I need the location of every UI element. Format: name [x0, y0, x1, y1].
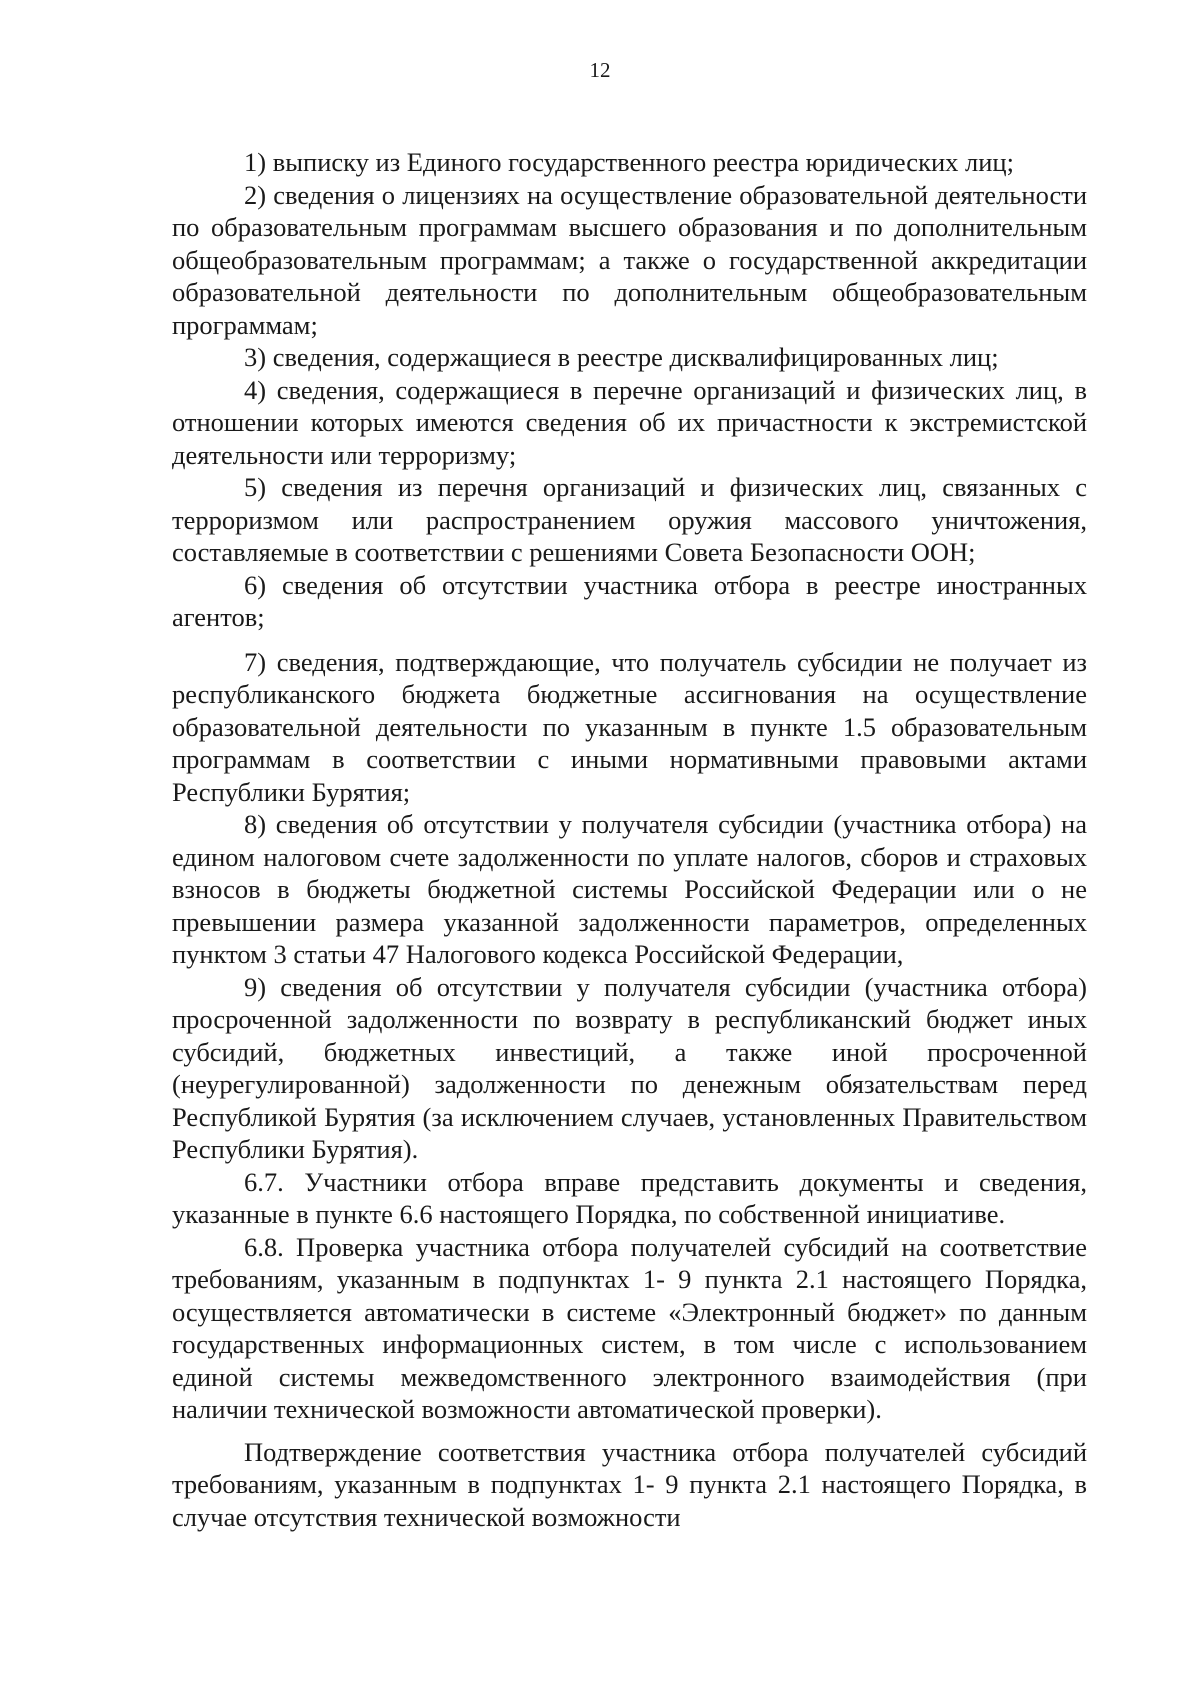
paragraph-item-1: 1) выписку из Единого государственного реестра юридических лиц; [244, 147, 1014, 177]
paragraph-6-7: 6.7. Участники отбора вправе представить документы и сведения, указанные в пункте 6.6 настоящего Порядка, по собственной инициативе. [172, 1166, 1087, 1229]
paragraph-item-8: 8) сведения об отсутствии у получателя субсидии (участника отбора) на едином налоговом счете задолженности по уплате налогов, сборов и страховых взносов в бюджеты бюджетной системы Российской Федерации или о не превышении размера указанной задолженности параметров, определенных пунктом 3 статьи 47 Налогового кодекса Российской Федерации, [172, 809, 1087, 969]
paragraph-6-8: 6.8. Проверка участника отбора получателей субсидий на соответствие требованиям, указанным в подпунктах 1- 9 пункта 2.1 настоящего Порядка, осуществляется автоматически в системе «Электронный бюджет» по данным государственных информационных систем, в том числе с использованием единой системы межведомственного электронного взаимодействия (при наличии технической возможности автоматической проверки). [172, 1231, 1087, 1424]
paragraph-item-9: 9) сведения об отсутствии у получателя субсидии (участника отбора) просроченной задолженности по возврату в республиканский бюджет иных субсидий, бюджетных инвестиций, а также иной просроченной (неурегулированной) задолженности по денежным обязательствам перед Республикой Бурятия (за исключением случаев, установленных Правительством Республики Бурятия). [172, 971, 1087, 1164]
paragraph-item-2: 2) сведения о лицензиях на осуществление образовательной деятельности по образовательным программам высшего образования и по дополнительным общеобразовательным программам; а также о государственной аккредитации образовательной деятельности по дополнительным общеобразовательным программам; [172, 179, 1087, 340]
paragraph-item-4: 4) сведения, содержащиеся в перечне организаций и физических лиц, в отношении которых имеются сведения об их причастности к экстремистской деятельности или терроризму; [172, 374, 1087, 470]
page-number: 12 [589, 58, 611, 82]
paragraph-item-7: 7) сведения, подтверждающие, что получатель субсидии не получает из республиканского бюджета бюджетные ассигнования на осуществление образовательной деятельности по указанным в пункте 1.5 образовательным программам в соответствии с иными нормативными правовыми актами Республики Бурятия; [172, 646, 1087, 807]
document-body [172, 146, 1087, 1533]
paragraph-item-6: 6) сведения об отсутствии участника отбора в реестре иностранных агентов; [172, 569, 1087, 632]
paragraph-item-5: 5) сведения из перечня организаций и физических лиц, связанных с терроризмом или распространением оружия массового уничтожения, составляемые в соответствии с решениями Совета Безопасности ООН; [172, 472, 1087, 567]
paragraph-confirmation: Подтверждение соответствия участника отбора получателей субсидий требованиям, указанным в подпунктах 1- 9 пункта 2.1 настоящего Порядка, в случае отсутствия технической возможности [172, 1436, 1087, 1532]
paragraph-item-3: 3) сведения, содержащиеся в реестре дисквалифицированных лиц; [244, 342, 999, 372]
